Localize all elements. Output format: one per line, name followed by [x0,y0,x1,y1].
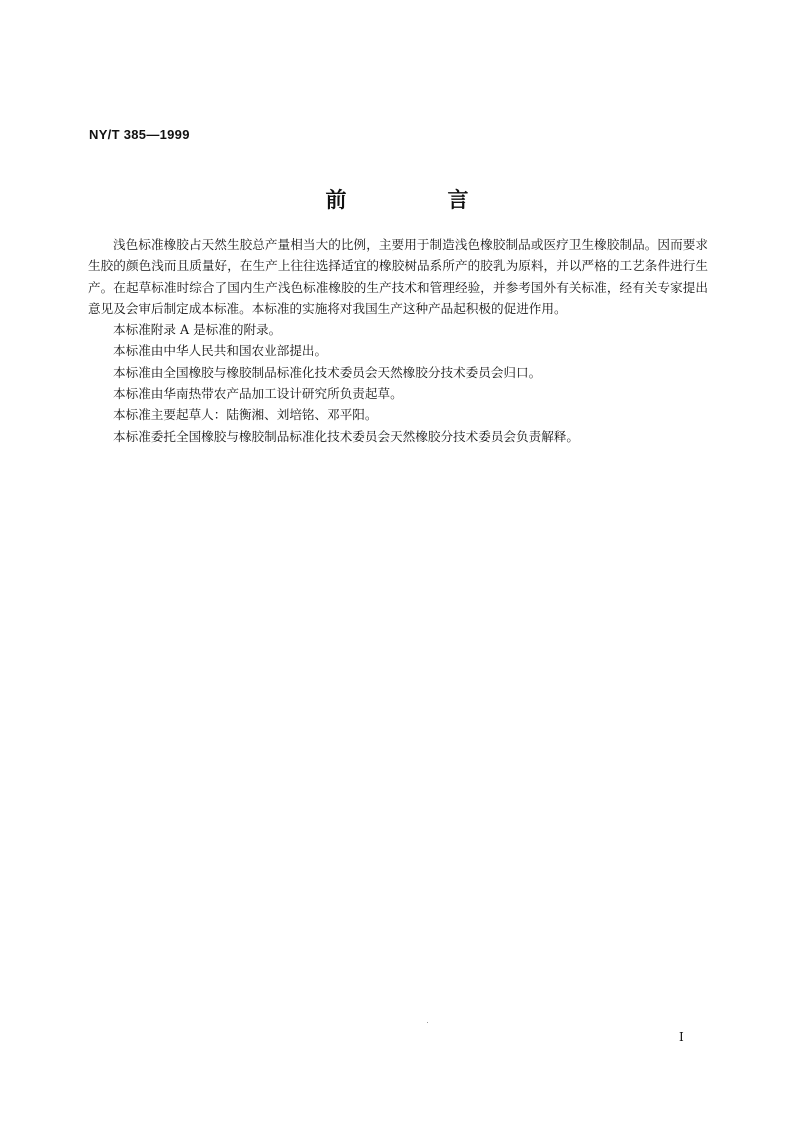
paragraph-drafting-unit: 本标准由华南热带农产品加工设计研究所负责起草。 [113,386,403,402]
paragraph-interpretation: 本标准委托全国橡胶与橡胶制品标准化技术委员会天然橡胶分技术委员会负责解释。 [113,428,579,444]
scan-dot [427,1022,428,1023]
page-number: I [679,1030,684,1044]
standard-code: NY/T 385—1999 [89,127,190,142]
page-title: 前 言 [325,187,509,212]
paragraph-appendix: 本标准附录 A 是标准的附录。 [113,322,282,338]
paragraph-proposer: 本标准由中华人民共和国农业部提出。 [113,343,328,359]
paragraph-administrator: 本标准由全国橡胶与橡胶制品标准化技术委员会天然橡胶分技术委员会归口。 [113,364,542,380]
foreword-body [88,234,708,447]
paragraph-drafters: 本标准主要起草人：陆衡湘、刘培铭、邓平阳。 [113,407,378,423]
paragraph-intro: 浅色标准橡胶占天然生胶总产量相当大的比例，主要用于制造浅色橡胶制品或医疗卫生橡胶制品。因而要求生胶的颜色浅而且质量好，在生产上往往选择适宜的橡胶树品系所产的胶乳为原料，并以严格的工艺条件进行生产。在起草标准时综合了国内生产浅色标准橡胶的生产技术和管理经验，并参考国外有关标准，经有关专家提出意见及会审后制定成本标准。本标准的实施将对我国生产这种产品起积极的促进作用。 [88,237,708,316]
